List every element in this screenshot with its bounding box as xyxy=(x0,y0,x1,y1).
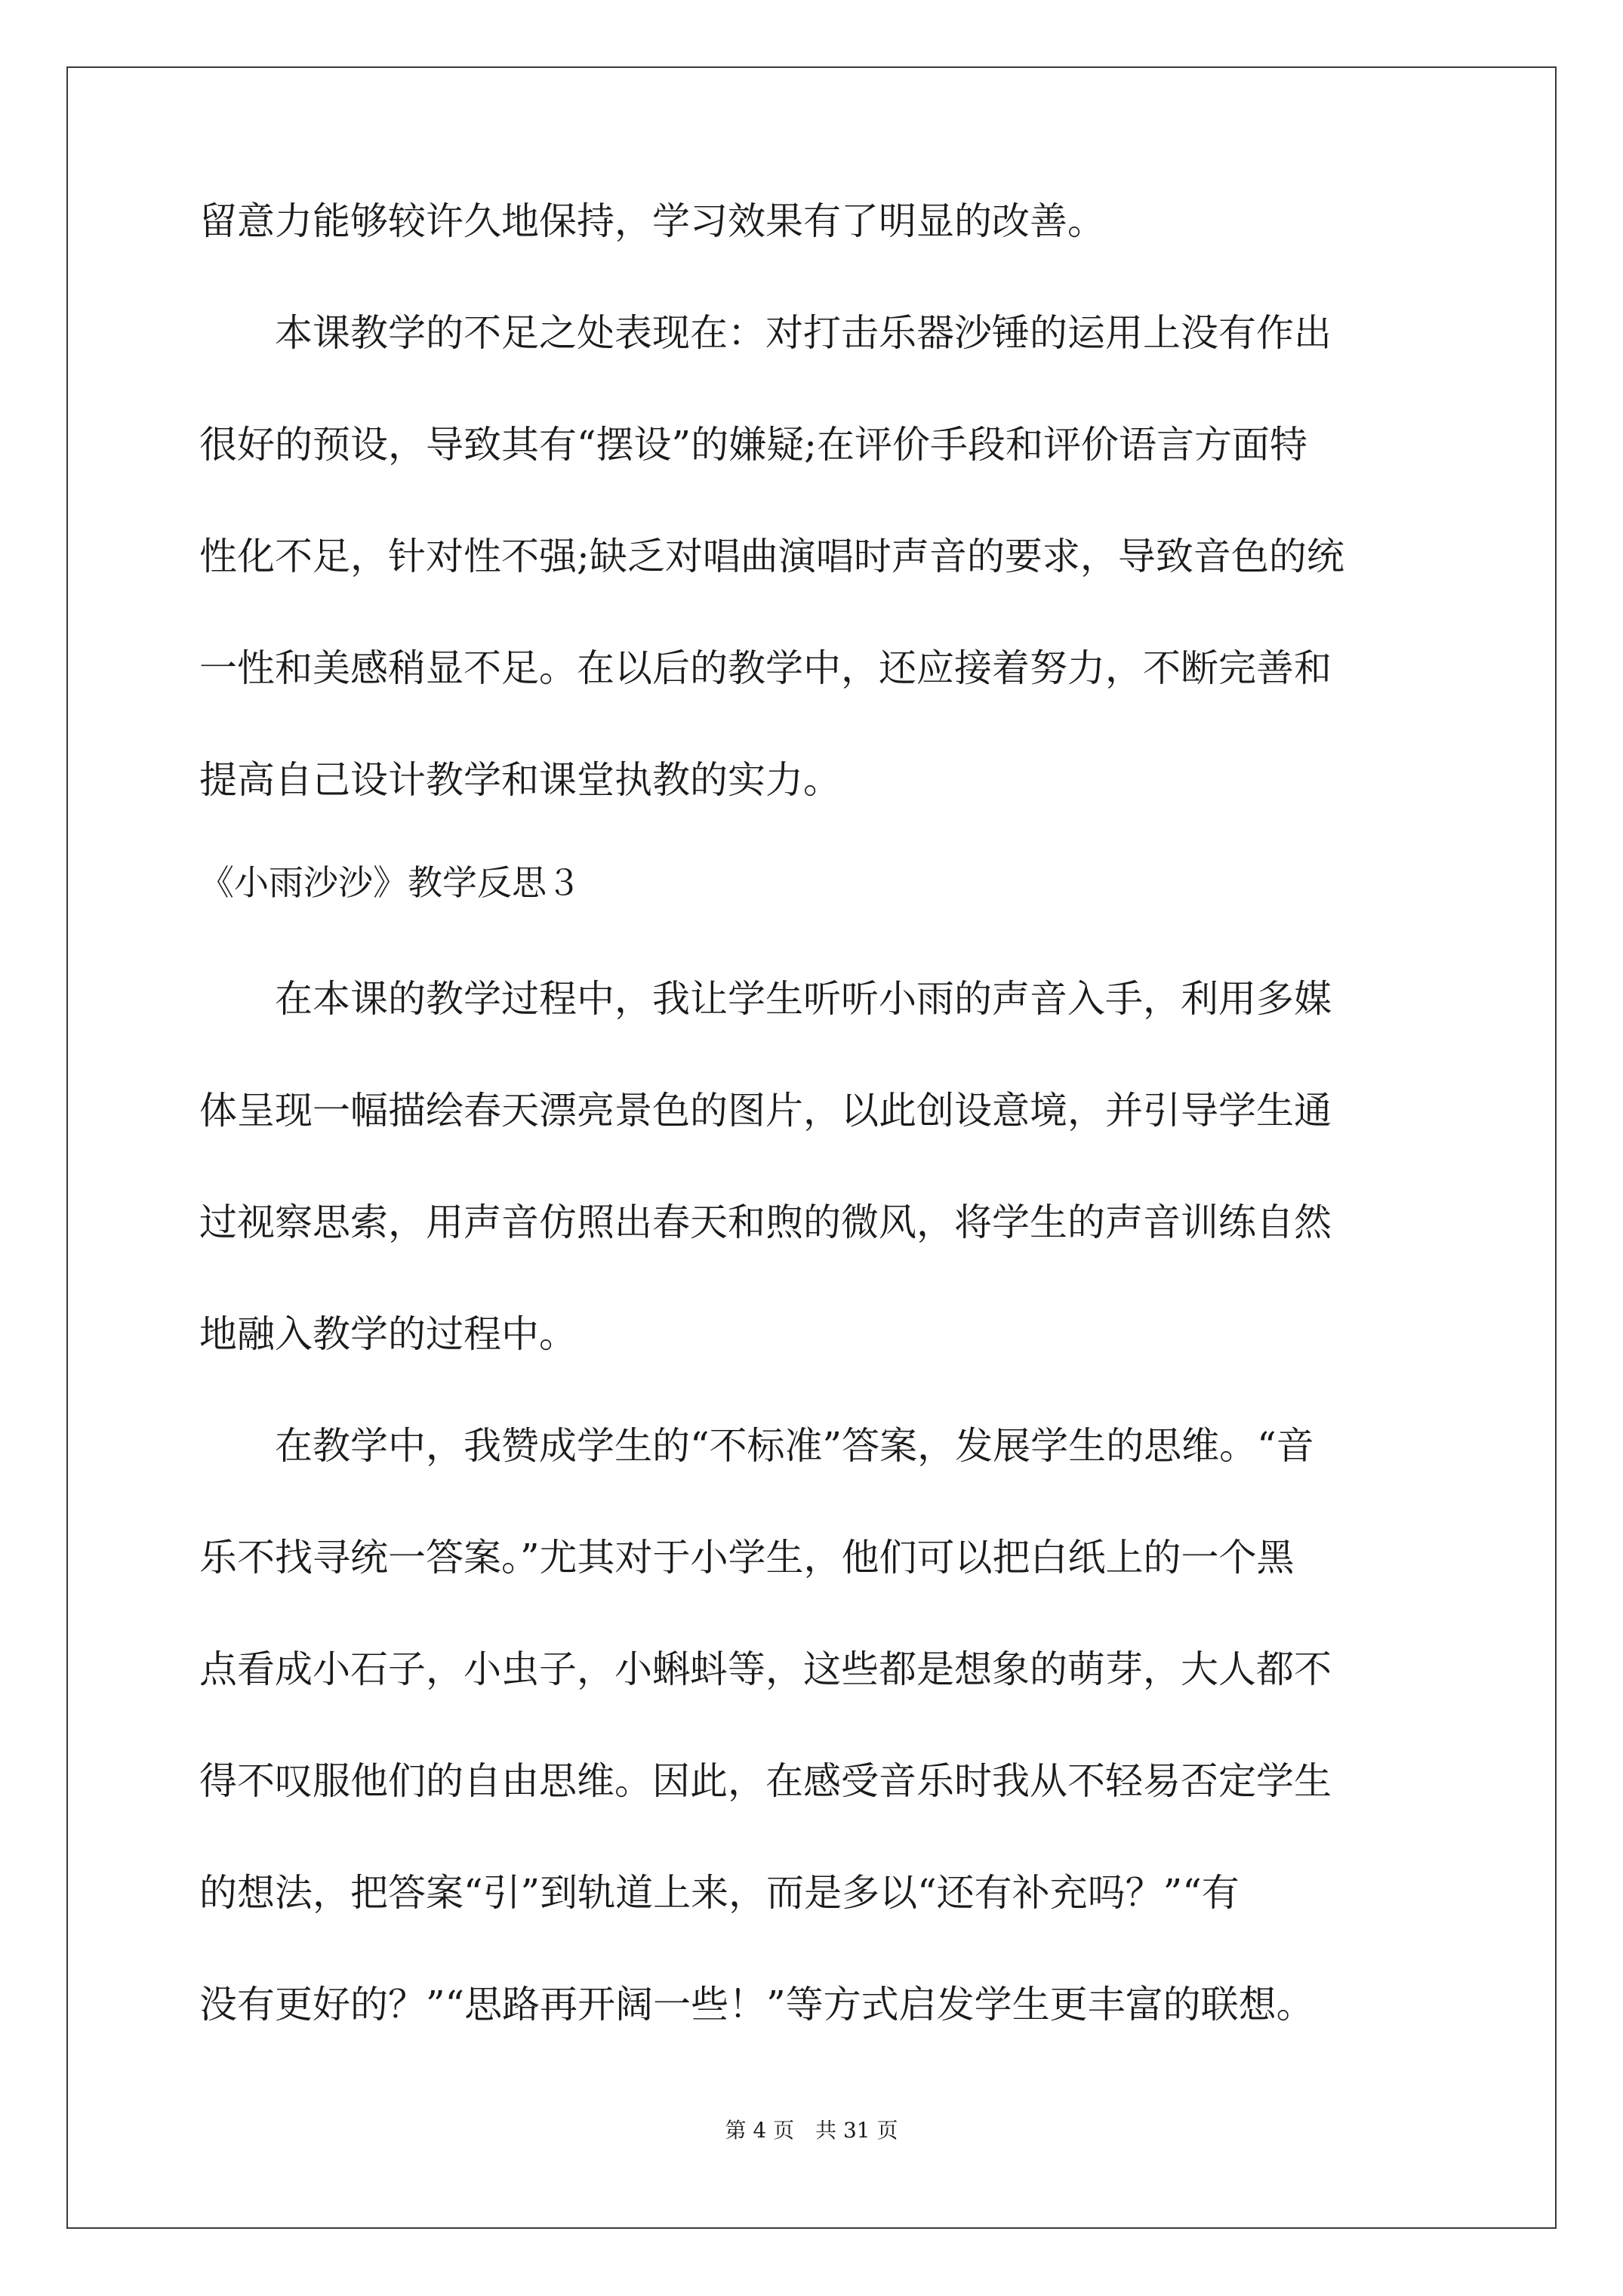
text-line: 的想法，把答案“引”到轨道上来，而是多以“还有补充吗？”“有 xyxy=(199,1871,1240,1915)
text-line: 一性和美感稍显不足。在以后的教学中，还应接着努力，不断完善和 xyxy=(199,646,1332,690)
text-line: 点看成小石子，小虫子，小蝌蚪等，这些都是想象的萌芽，大人都不 xyxy=(199,1647,1332,1691)
text-line: 在教学中，我赞成学生的“不标准”答案，发展学生的思维。“音 xyxy=(199,1424,1314,1468)
text-line: 过视察思索，用声音仿照出春天和煦的微风，将学生的声音训练自然 xyxy=(199,1200,1332,1244)
section-heading: 《小雨沙沙》教学反思３ xyxy=(199,862,581,903)
text-line: 本课教学的不足之处表现在：对打击乐器沙锤的运用上没有作出 xyxy=(199,311,1332,355)
text-line: 体呈现一幅描绘春天漂亮景色的图片，以此创设意境，并引导学生通 xyxy=(199,1089,1332,1133)
text-line: 留意力能够较许久地保持，学习效果有了明显的改善。 xyxy=(199,199,1105,243)
page-number-footer: 第 4 页 共 31 页 xyxy=(725,2118,898,2143)
text-line: 没有更好的？”“思路再开阔一些！”等方式启发学生更丰富的联想。 xyxy=(199,1983,1314,2026)
text-line: 在本课的教学过程中，我让学生听听小雨的声音入手，利用多媒 xyxy=(199,977,1332,1021)
text-line: 性化不足，针对性不强;缺乏对唱曲演唱时声音的要求，导致音色的统 xyxy=(199,535,1344,578)
text-line: 提高自己设计教学和课堂执教的实力。 xyxy=(199,758,841,802)
text-line: 乐不找寻统一答案。”尤其对于小学生，他们可以把白纸上的一个黑 xyxy=(199,1536,1295,1579)
text-line: 地融入教学的过程中。 xyxy=(199,1312,577,1356)
text-line: 得不叹服他们的自由思维。因此，在感受音乐时我从不轻易否定学生 xyxy=(199,1759,1332,1803)
text-line: 很好的预设，导致其有“摆设”的嫌疑;在评价手段和评价语言方面特 xyxy=(199,423,1307,467)
